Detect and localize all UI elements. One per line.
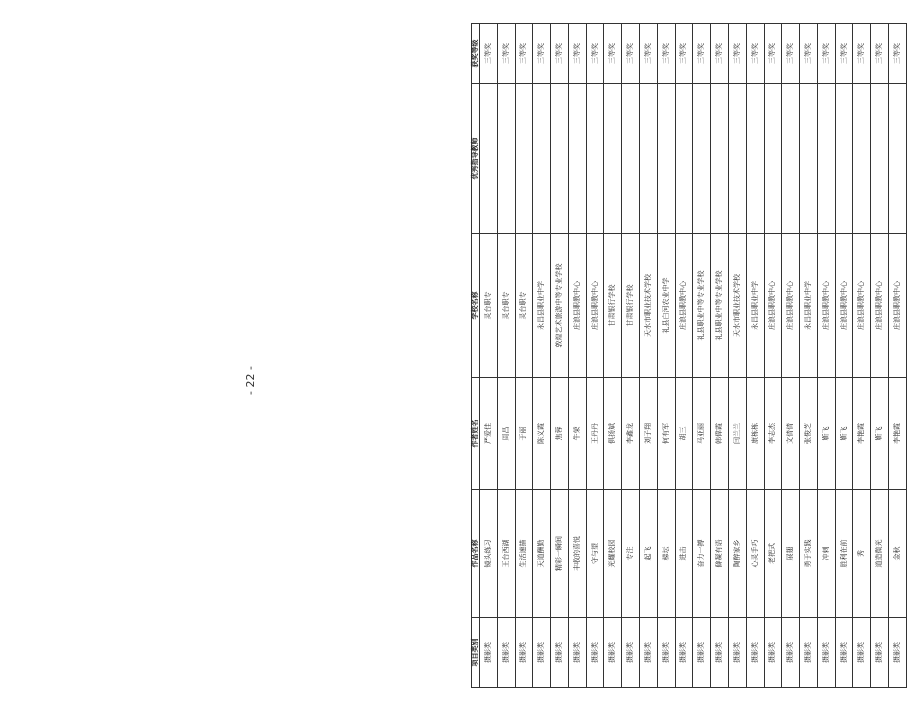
- cell-author: 韩偉霞: [711, 378, 729, 490]
- cell-category: 摄影类: [533, 618, 551, 688]
- cell-award-level: 三等奖: [888, 24, 906, 84]
- cell-award-level: 三等奖: [640, 24, 658, 84]
- cell-category: 摄影类: [480, 618, 498, 688]
- table-row: [764, 24, 782, 688]
- cell-author: 张俊芝: [800, 378, 818, 490]
- cell-teacher: [711, 84, 729, 234]
- cell-teacher: [675, 84, 693, 234]
- cell-work-title: 梯坛: [657, 490, 675, 618]
- cell-teacher: [782, 84, 800, 234]
- cell-work-title: 起飞: [640, 490, 658, 618]
- cell-teacher: [480, 84, 498, 234]
- table-row: [533, 24, 551, 688]
- cell-work-title: 天道酬勤: [533, 490, 551, 618]
- cell-work-title: 僻凝有语: [711, 490, 729, 618]
- cell-author: 何有军: [657, 378, 675, 490]
- table-row: [640, 24, 658, 688]
- cell-category: 摄影类: [604, 618, 622, 688]
- cell-school: 天水市职业技术学校: [728, 234, 746, 378]
- cell-school: 庄浪县职教中心: [871, 234, 889, 378]
- cell-author: 胡三: [675, 378, 693, 490]
- cell-award-level: 三等奖: [622, 24, 640, 84]
- cell-award-level: 三等奖: [817, 24, 835, 84]
- cell-award-level: 三等奖: [480, 24, 498, 84]
- cell-author: 靳飞: [817, 378, 835, 490]
- cell-category: 摄影类: [888, 618, 906, 688]
- cell-award-level: 三等奖: [764, 24, 782, 84]
- cell-teacher: [693, 84, 711, 234]
- cell-teacher: [622, 84, 640, 234]
- cell-school: 庄浪县职教中心: [853, 234, 871, 378]
- header-teacher: 优秀指导教师: [472, 84, 480, 234]
- cell-work-title: 道造微光: [871, 490, 889, 618]
- cell-work-title: 进击: [675, 490, 693, 618]
- cell-category: 摄影类: [497, 618, 515, 688]
- cell-work-title: 专注: [622, 490, 640, 618]
- table-row: [817, 24, 835, 688]
- header-work-title: 作品名称: [472, 490, 480, 618]
- awards-table: [471, 23, 907, 688]
- cell-work-title: 奋力一搏: [693, 490, 711, 618]
- cell-school: 礼县职业中等专业学校: [693, 234, 711, 378]
- cell-category: 摄影类: [871, 618, 889, 688]
- cell-award-level: 三等奖: [693, 24, 711, 84]
- cell-school: 灵台职专: [497, 234, 515, 378]
- cell-category: 摄影类: [728, 618, 746, 688]
- cell-work-title: 展翅: [782, 490, 800, 618]
- cell-author: 靳飞: [835, 378, 853, 490]
- page-number-text: - 22 -: [243, 365, 257, 395]
- cell-award-level: 三等奖: [675, 24, 693, 84]
- cell-award-level: 三等奖: [533, 24, 551, 84]
- cell-category: 摄影类: [711, 618, 729, 688]
- cell-award-level: 三等奖: [782, 24, 800, 84]
- cell-award-level: 三等奖: [800, 24, 818, 84]
- table-row: [746, 24, 764, 688]
- cell-school: 礼县白河农业中学: [657, 234, 675, 378]
- cell-school: 永昌县职业中学: [800, 234, 818, 378]
- cell-work-title: 胜利在前: [835, 490, 853, 618]
- cell-work-title: 秀: [853, 490, 871, 618]
- cell-school: 庄浪县职教中心: [675, 234, 693, 378]
- cell-work-title: 冲刺: [817, 490, 835, 618]
- cell-work-title: 老把式: [764, 490, 782, 618]
- cell-work-title: 镜头练习: [480, 490, 498, 618]
- cell-teacher: [640, 84, 658, 234]
- cell-school: 永昌县职业中学: [533, 234, 551, 378]
- cell-school: 甘肃银行学校: [622, 234, 640, 378]
- header-category: 项目类别: [472, 618, 480, 688]
- table-row: [568, 24, 586, 688]
- cell-author: 李鑫龙: [622, 378, 640, 490]
- cell-teacher: [888, 84, 906, 234]
- table-row: [871, 24, 889, 688]
- cell-category: 摄影类: [568, 618, 586, 688]
- cell-school: 天水市职业技术学校: [640, 234, 658, 378]
- cell-author: 李艳霞: [853, 378, 871, 490]
- cell-work-title: 勇于实践: [800, 490, 818, 618]
- cell-category: 摄影类: [657, 618, 675, 688]
- table-row: [515, 24, 533, 688]
- cell-author: 马亚丽: [693, 378, 711, 490]
- cell-school: 庄浪县职教中心: [835, 234, 853, 378]
- table-row: [853, 24, 871, 688]
- table-row: [835, 24, 853, 688]
- cell-category: 摄影类: [764, 618, 782, 688]
- cell-author: 靳飞: [871, 378, 889, 490]
- cell-teacher: [604, 84, 622, 234]
- cell-author: 王丹丹: [586, 378, 604, 490]
- cell-work-title: 心灵手巧: [746, 490, 764, 618]
- cell-teacher: [586, 84, 604, 234]
- table-body: [480, 24, 907, 688]
- table-row: [711, 24, 729, 688]
- table-row: [622, 24, 640, 688]
- cell-school: 礼县职业中等专业学校: [711, 234, 729, 378]
- cell-category: 摄影类: [675, 618, 693, 688]
- cell-school: 庄浪县职教中心: [586, 234, 604, 378]
- cell-author: 牛荣: [568, 378, 586, 490]
- cell-award-level: 三等奖: [551, 24, 569, 84]
- cell-category: 摄影类: [622, 618, 640, 688]
- cell-author: 俱扬斌: [604, 378, 622, 490]
- cell-teacher: [551, 84, 569, 234]
- cell-award-level: 三等奖: [586, 24, 604, 84]
- cell-category: 摄影类: [586, 618, 604, 688]
- cell-award-level: 三等奖: [604, 24, 622, 84]
- cell-work-title: 陶醉家乡: [728, 490, 746, 618]
- cell-school: 庄浪县职教中心: [782, 234, 800, 378]
- cell-teacher: [746, 84, 764, 234]
- cell-award-level: 三等奖: [497, 24, 515, 84]
- cell-category: 摄影类: [640, 618, 658, 688]
- header-award-level: 获奖等级: [472, 24, 480, 84]
- cell-work-title: 守与望: [586, 490, 604, 618]
- cell-teacher: [817, 84, 835, 234]
- cell-author: 李志杰: [764, 378, 782, 490]
- cell-teacher: [853, 84, 871, 234]
- cell-teacher: [657, 84, 675, 234]
- cell-work-title: 光耀校园: [604, 490, 622, 618]
- table-row: [888, 24, 906, 688]
- cell-teacher: [728, 84, 746, 234]
- cell-teacher: [871, 84, 889, 234]
- cell-author: 周昌: [497, 378, 515, 490]
- table-row: [675, 24, 693, 688]
- cell-category: 摄影类: [835, 618, 853, 688]
- cell-award-level: 三等奖: [711, 24, 729, 84]
- cell-school: 庄浪县职教中心: [817, 234, 835, 378]
- cell-school: 灵台职专: [480, 234, 498, 378]
- cell-author: 陈义霞: [533, 378, 551, 490]
- cell-award-level: 三等奖: [835, 24, 853, 84]
- cell-award-level: 三等奖: [853, 24, 871, 84]
- table-row: [551, 24, 569, 688]
- page-number: [243, 360, 257, 400]
- cell-award-level: 三等奖: [746, 24, 764, 84]
- cell-work-title: 丰收的喜悦: [568, 490, 586, 618]
- cell-award-level: 三等奖: [657, 24, 675, 84]
- cell-author: 闫兰兰: [728, 378, 746, 490]
- cell-category: 摄影类: [853, 618, 871, 688]
- cell-teacher: [533, 84, 551, 234]
- cell-work-title: 生活速描: [515, 490, 533, 618]
- cell-school: 永昌县职业中学: [746, 234, 764, 378]
- table-row: [782, 24, 800, 688]
- cell-work-title: 精彩一瞬间: [551, 490, 569, 618]
- table-header-row: [472, 24, 480, 688]
- cell-school: 灵台职专: [515, 234, 533, 378]
- cell-author: 康栋栋: [746, 378, 764, 490]
- cell-award-level: 三等奖: [568, 24, 586, 84]
- cell-teacher: [764, 84, 782, 234]
- cell-author: 于丽: [515, 378, 533, 490]
- cell-award-level: 三等奖: [728, 24, 746, 84]
- cell-category: 摄影类: [551, 618, 569, 688]
- cell-category: 摄影类: [693, 618, 711, 688]
- cell-category: 摄影类: [746, 618, 764, 688]
- table-row: [586, 24, 604, 688]
- cell-teacher: [497, 84, 515, 234]
- table-row: [800, 24, 818, 688]
- cell-work-title: 王台西湖: [497, 490, 515, 618]
- header-school: 学校名称: [472, 234, 480, 378]
- cell-school: 庄浪县职教中心: [764, 234, 782, 378]
- cell-teacher: [568, 84, 586, 234]
- cell-award-level: 三等奖: [871, 24, 889, 84]
- cell-author: 严爱佳: [480, 378, 498, 490]
- cell-category: 摄影类: [817, 618, 835, 688]
- cell-author: 文倩倩: [782, 378, 800, 490]
- table-row: [604, 24, 622, 688]
- cell-category: 摄影类: [782, 618, 800, 688]
- cell-author: 李艳霞: [888, 378, 906, 490]
- cell-work-title: 金秋: [888, 490, 906, 618]
- cell-category: 摄影类: [800, 618, 818, 688]
- header-author: 作者姓名: [472, 378, 480, 490]
- cell-teacher: [800, 84, 818, 234]
- cell-teacher: [835, 84, 853, 234]
- table-row: [480, 24, 498, 688]
- cell-school: 敦煌艺术旅游中等专业学校: [551, 234, 569, 378]
- table-row: [728, 24, 746, 688]
- cell-award-level: 三等奖: [515, 24, 533, 84]
- table-row: [657, 24, 675, 688]
- table-row: [497, 24, 515, 688]
- cell-author: 刘子翔: [640, 378, 658, 490]
- cell-school: 甘肃银行学校: [604, 234, 622, 378]
- table-row: [693, 24, 711, 688]
- rotated-table-wrapper: [471, 24, 907, 688]
- cell-category: 摄影类: [515, 618, 533, 688]
- cell-school: 庄浪县职教中心: [568, 234, 586, 378]
- cell-author: 焦蓉: [551, 378, 569, 490]
- cell-teacher: [515, 84, 533, 234]
- cell-school: 庄浪县职教中心: [888, 234, 906, 378]
